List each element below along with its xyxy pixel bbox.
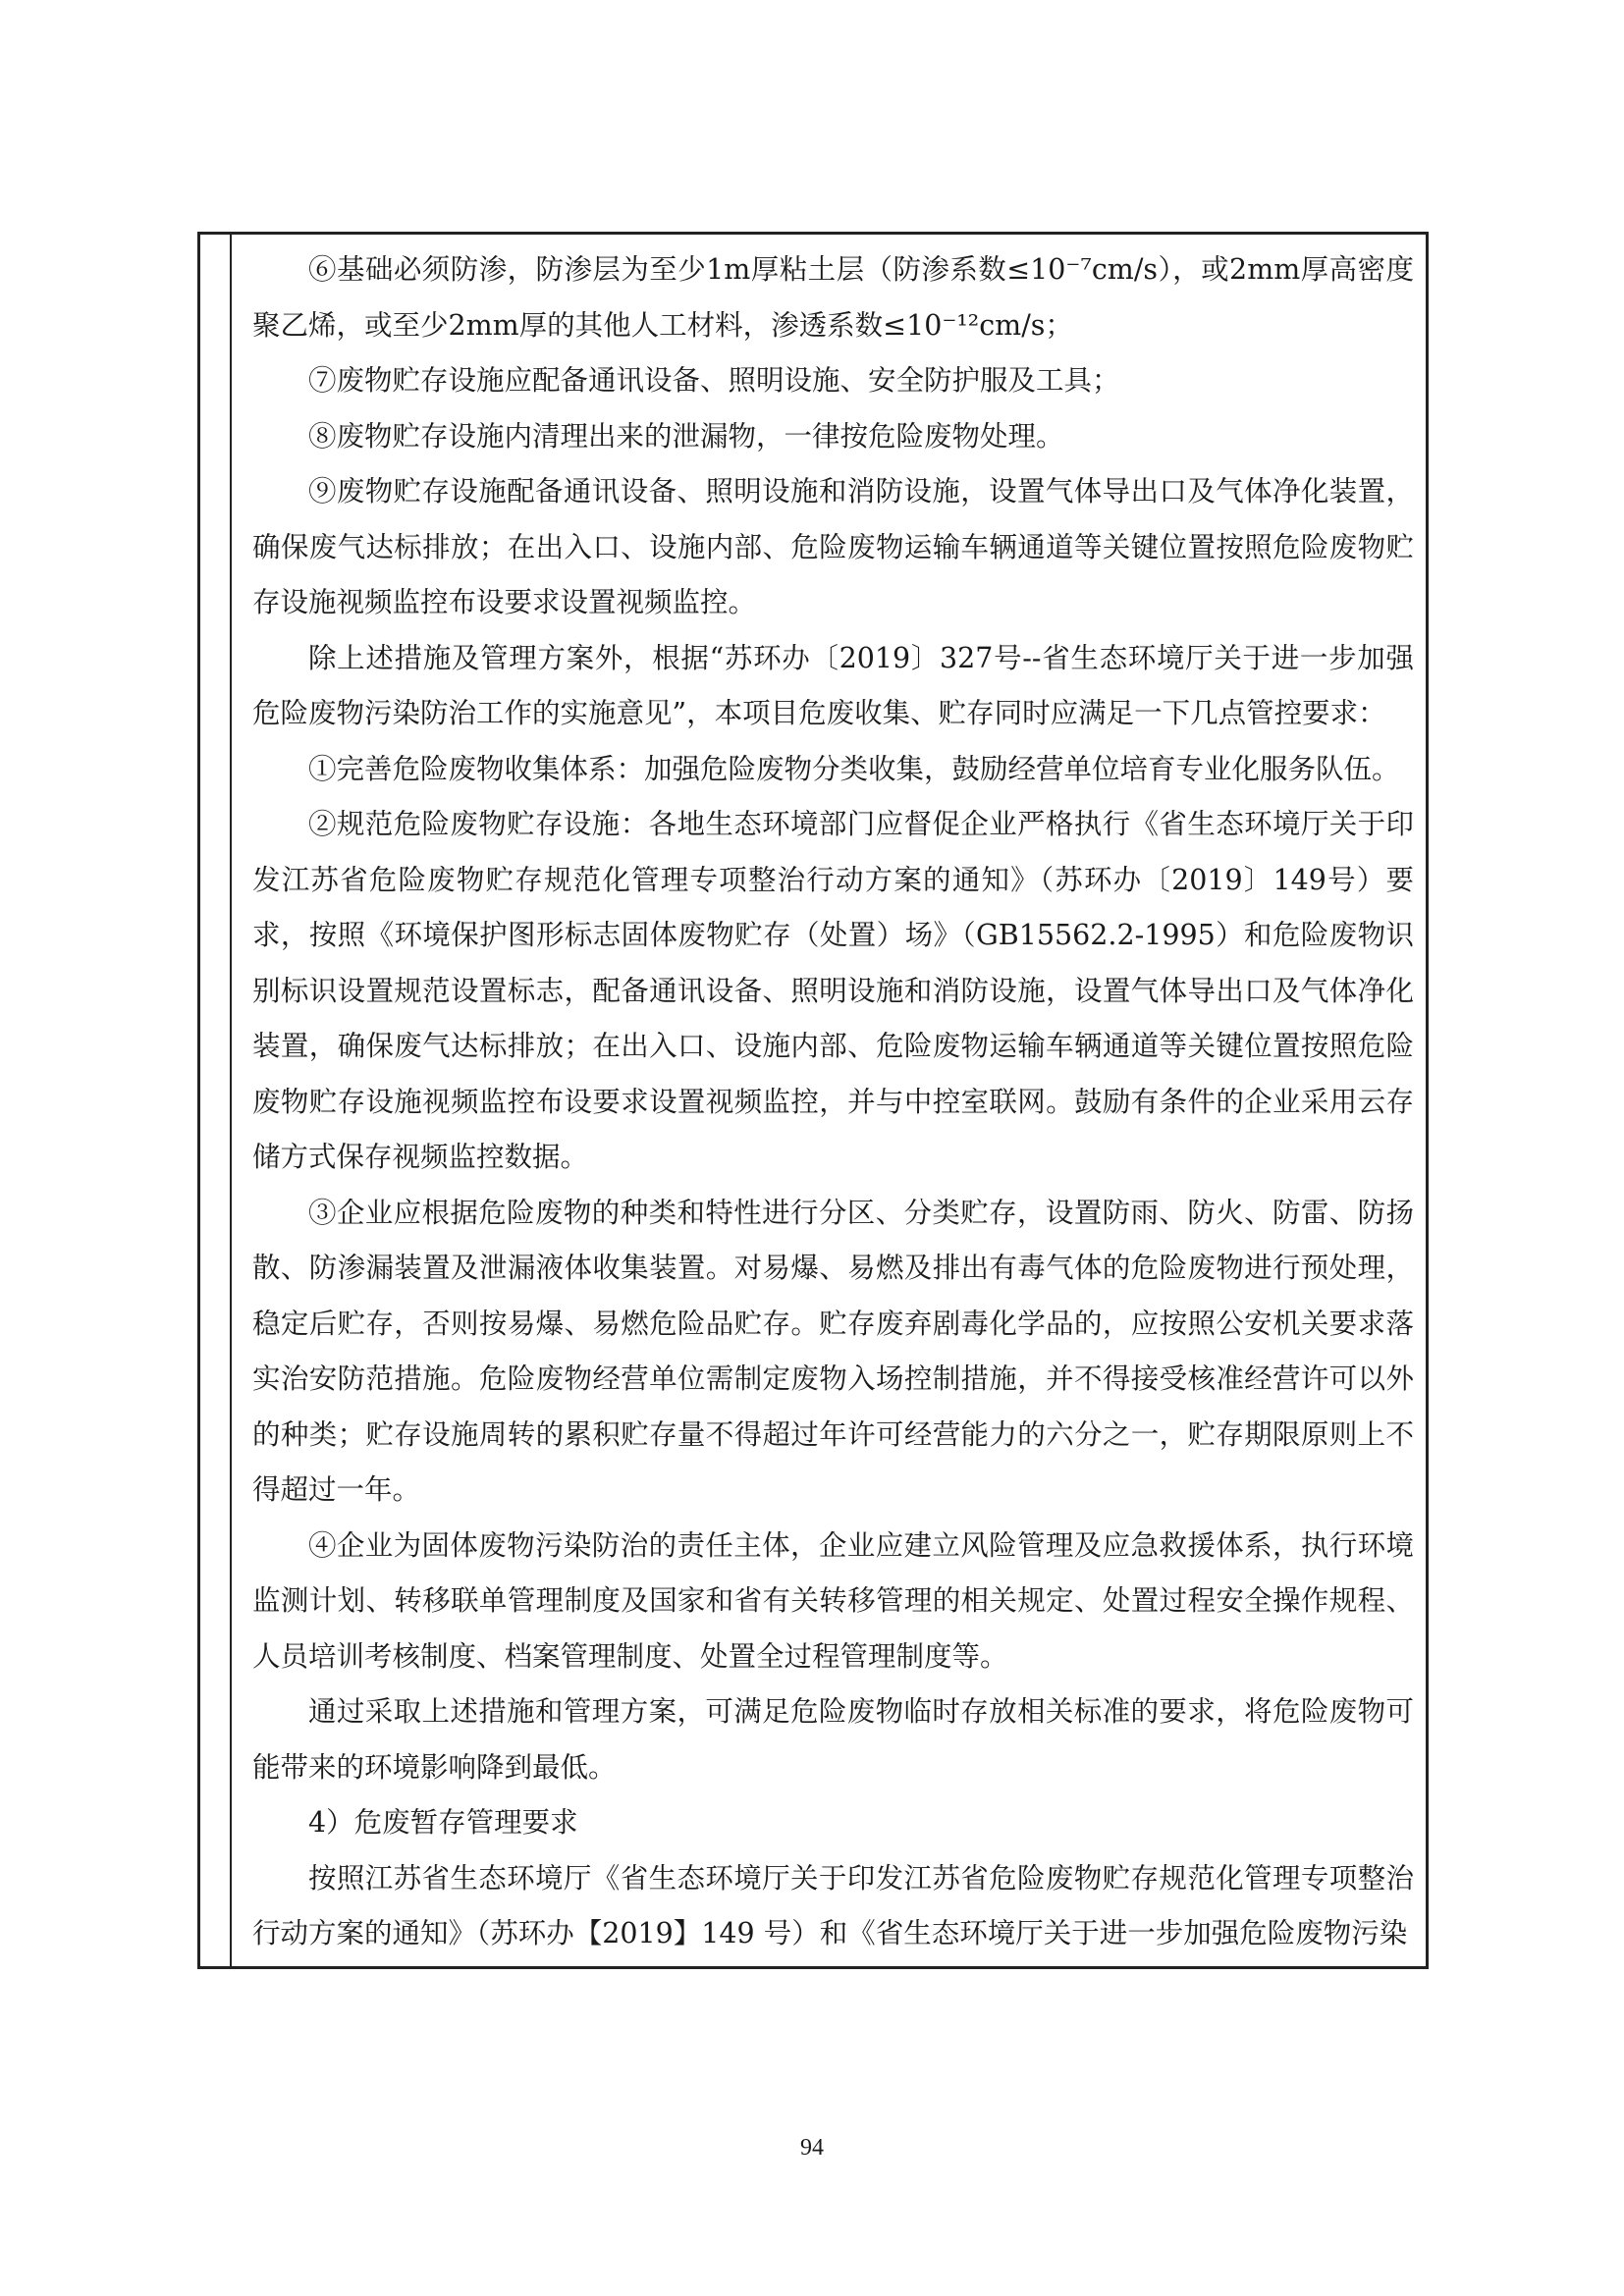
table-frame — [197, 232, 1429, 1969]
paragraph-responsibility: ④企业为固体废物污染防治的责任主体，企业应建立风险管理及应急救援体系，执行环境监测计划、转移联单管理制度及国家和省有关转移管理的相关规定、处置过程安全操作规程、人员培训考核制度、档案管理制度、处置全过程管理制度等。 — [252, 1528, 1414, 1673]
paragraph-conclusion: 通过采取上述措施和管理方案，可满足危险废物临时存放相关标准的要求，将危险废物可能带来的环境影响降到最低。 — [252, 1695, 1414, 1784]
paragraph-communication-equipment: ⑦废物贮存设施应配备通讯设备、照明设施、安全防护服及工具； — [308, 364, 1120, 397]
paragraph-leakage-handling: ⑧废物贮存设施内清理出来的泄漏物，一律按危险废物处理。 — [308, 419, 1064, 453]
paragraph-collection-system: ①完善危险废物收集体系：加强危险废物分类收集，鼓励经营单位培育专业化服务队伍。 — [308, 752, 1400, 785]
paragraph-provincial-notice: 按照江苏省生态环境厅《省生态环境厅关于印发江苏省危险废物贮存规范化管理专项整治行动方案的通知》（苏环办【2019】149 号）和《省生态环境厅关于进一步加强危险废物污染 — [252, 1861, 1414, 1949]
paragraph-storage-facilities: ②规范危险废物贮存设施：各地生态环境部门应督促企业严格执行《省生态环境厅关于印发江苏省危险废物贮存规范化管理专项整治行动方案的通知》（苏环办〔2019〕149号）要求，按照《环境保护图形标志固体废物贮存（处置）场》（GB15562.2-1995）和危险废物识别标识设置规范设置标志，配备通讯设备、照明设施和消防设施，设置气体导出口及气体净化装置，确保废气达标排放；在出入口、设施内部、危险废物运输车辆通道等关键位置按照危险废物贮存设施视频监控布设要求设置视频监控，并与中控室联网。鼓励有条件的企业采用云存储方式保存视频监控数据。 — [252, 808, 1414, 1173]
paragraph-control-requirements-intro: 除上述措施及管理方案外，根据“苏环办〔2019〕327号--省生态环境厅关于进一步加强危险废物污染防治工作的实施意见”，本项目危废收集、贮存同时应满足一下几点管控要求： — [252, 641, 1414, 729]
page-number: 94 — [800, 2135, 824, 2161]
table-cell-content — [252, 242, 1414, 1962]
section-heading-temporary-storage: 4）危废暂存管理要求 — [308, 1806, 578, 1839]
paragraph-foundation-seepage: ⑥基础必须防渗，防渗层为至少1m厚粘土层（防渗系数≤10⁻⁷cm/s），或2mm厚高密度聚乙烯，或至少2mm厚的其他人工材料，渗透系数≤10⁻¹²cm/s； — [252, 253, 1414, 342]
paragraph-video-monitoring: ⑨废物贮存设施配备通讯设备、照明设施和消防设施，设置气体导出口及气体净化装置，确保废气达标排放；在出入口、设施内部、危险废物运输车辆通道等关键位置按照危险废物贮存设施视频监控布设要求设置视频监控。 — [252, 475, 1414, 618]
paragraph-zoned-storage: ③企业应根据危险废物的种类和特性进行分区、分类贮存，设置防雨、防火、防雷、防扬散、防渗漏装置及泄漏液体收集装置。对易爆、易燃及排出有毒气体的危险废物进行预处理，稳定后贮存，否则按易爆、易燃危险品贮存。贮存废弃剧毒化学品的，应按照公安机关要求落实治安防范措施。危险废物经营单位需制定废物入场控制措施，并不得接受核准经营许可以外的种类；贮存设施周转的累积贮存量不得超过年许可经营能力的六分之一，贮存期限原则上不得超过一年。 — [252, 1196, 1414, 1506]
left-column-divider — [230, 235, 232, 1966]
